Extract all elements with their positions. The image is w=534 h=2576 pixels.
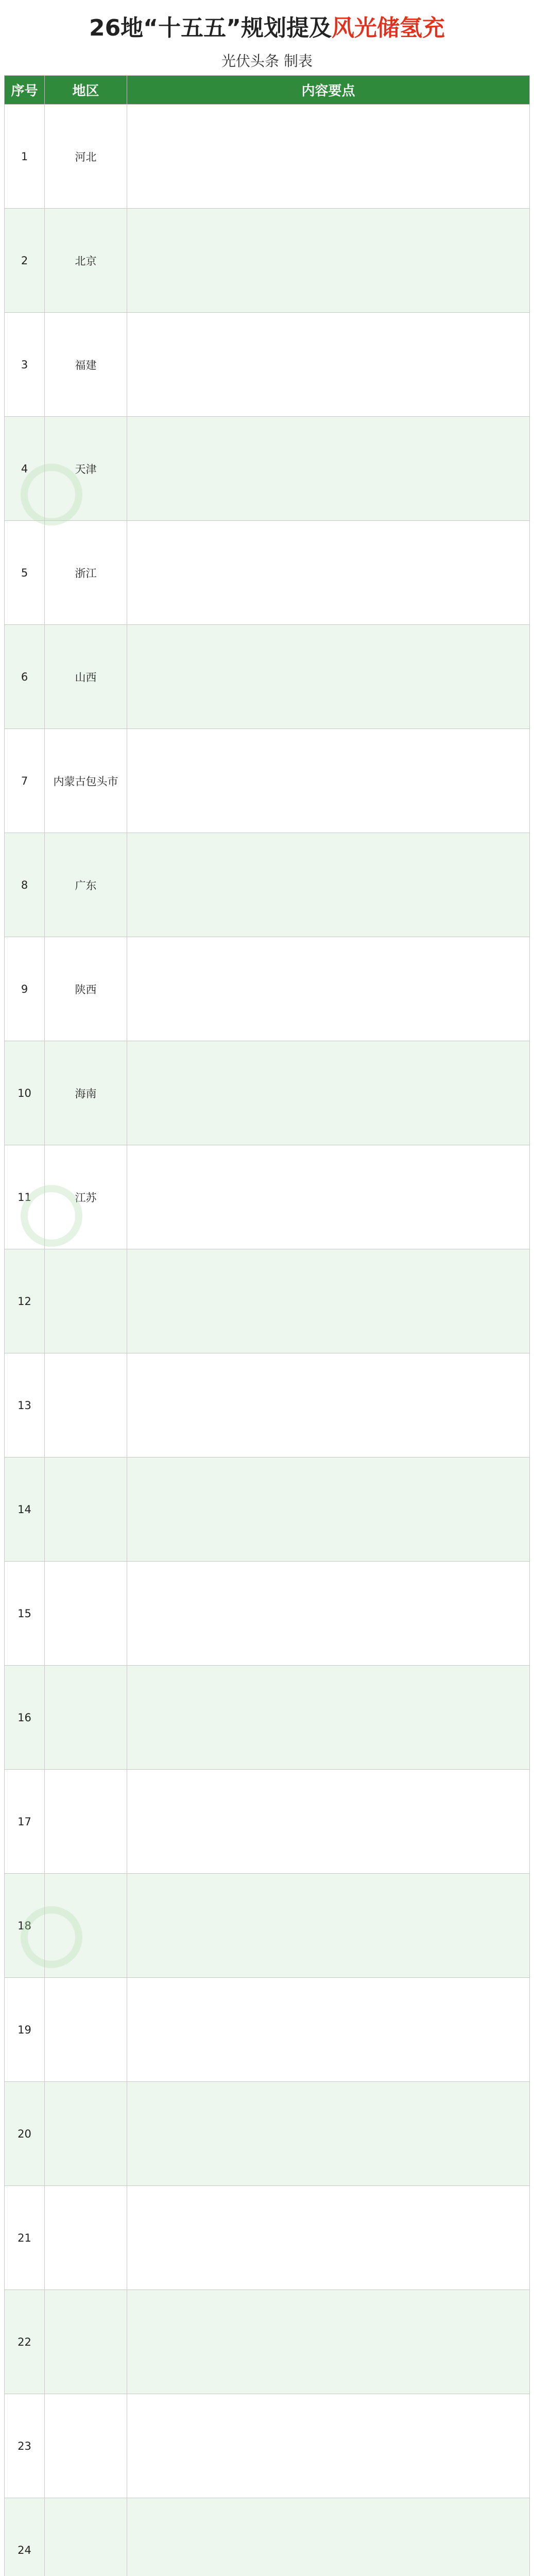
row-content <box>127 1145 530 1249</box>
table-row <box>5 2290 530 2394</box>
row-content <box>127 1666 530 1770</box>
row-region: 山西 <box>45 625 127 729</box>
row-number: 8 <box>5 833 45 937</box>
row-region: 广东 <box>45 833 127 937</box>
row-region <box>45 2290 127 2394</box>
table-row <box>5 209 530 313</box>
row-region <box>45 2082 127 2186</box>
table-row <box>5 1249 530 1353</box>
table-row <box>5 2394 530 2498</box>
table-row <box>5 625 530 729</box>
row-region <box>45 1874 127 1978</box>
row-number: 24 <box>5 2498 45 2576</box>
table-row <box>5 521 530 625</box>
table-row <box>5 1562 530 1666</box>
row-region: 天津 <box>45 417 127 521</box>
table-row <box>5 417 530 521</box>
row-content <box>127 521 530 625</box>
table-header-row <box>5 76 530 105</box>
table-row <box>5 1041 530 1145</box>
row-region: 内蒙古包头市 <box>45 729 127 833</box>
row-region <box>45 2498 127 2576</box>
row-number: 22 <box>5 2290 45 2394</box>
row-number: 11 <box>5 1145 45 1249</box>
row-content <box>127 209 530 313</box>
row-content <box>127 2394 530 2498</box>
row-content <box>127 1770 530 1874</box>
row-number: 16 <box>5 1666 45 1770</box>
row-content <box>127 2290 530 2394</box>
row-number: 15 <box>5 1562 45 1666</box>
row-region <box>45 1353 127 1458</box>
row-content <box>127 1353 530 1458</box>
row-region: 江苏 <box>45 1145 127 1249</box>
row-region <box>45 2186 127 2290</box>
row-number: 14 <box>5 1458 45 1562</box>
row-region <box>45 1458 127 1562</box>
row-number: 21 <box>5 2186 45 2290</box>
row-content <box>127 2082 530 2186</box>
row-region: 浙江 <box>45 521 127 625</box>
title-prefix: 26地“十五五”规划提及 <box>89 15 332 41</box>
row-number: 17 <box>5 1770 45 1874</box>
row-content <box>127 1041 530 1145</box>
table-row <box>5 105 530 209</box>
row-content <box>127 417 530 521</box>
table-row <box>5 1770 530 1874</box>
table-row <box>5 1458 530 1562</box>
table-row <box>5 313 530 417</box>
row-content <box>127 1562 530 1666</box>
title-highlight: 风光储氢充 <box>332 15 445 41</box>
row-number: 2 <box>5 209 45 313</box>
row-number: 3 <box>5 313 45 417</box>
table-row <box>5 2082 530 2186</box>
row-content <box>127 1874 530 1978</box>
table-row <box>5 1666 530 1770</box>
row-region <box>45 1666 127 1770</box>
row-region: 北京 <box>45 209 127 313</box>
table-row <box>5 1978 530 2082</box>
row-region <box>45 1770 127 1874</box>
row-content <box>127 313 530 417</box>
row-number: 9 <box>5 937 45 1041</box>
document-title <box>4 0 530 47</box>
row-content <box>127 937 530 1041</box>
row-content <box>127 625 530 729</box>
table-row <box>5 2498 530 2576</box>
row-region <box>45 1249 127 1353</box>
table-body <box>5 105 530 2576</box>
row-number: 23 <box>5 2394 45 2498</box>
row-content <box>127 1978 530 2082</box>
row-region: 福建 <box>45 313 127 417</box>
row-number: 7 <box>5 729 45 833</box>
row-content <box>127 2186 530 2290</box>
row-region: 陕西 <box>45 937 127 1041</box>
row-content <box>127 833 530 937</box>
row-region <box>45 2394 127 2498</box>
row-content <box>127 729 530 833</box>
row-content <box>127 105 530 209</box>
row-region <box>45 1562 127 1666</box>
header-content: 内容要点 <box>127 76 530 105</box>
table-row <box>5 937 530 1041</box>
table-row <box>5 729 530 833</box>
row-number: 6 <box>5 625 45 729</box>
planning-table <box>4 75 530 2576</box>
row-number: 10 <box>5 1041 45 1145</box>
row-number: 18 <box>5 1874 45 1978</box>
header-number: 序号 <box>5 76 45 105</box>
row-number: 1 <box>5 105 45 209</box>
row-region: 海南 <box>45 1041 127 1145</box>
row-number: 19 <box>5 1978 45 2082</box>
table-row <box>5 1874 530 1978</box>
row-number: 4 <box>5 417 45 521</box>
header-region: 地区 <box>45 76 127 105</box>
table-row <box>5 2186 530 2290</box>
row-region <box>45 1978 127 2082</box>
row-number: 20 <box>5 2082 45 2186</box>
document-subtitle: 光伏头条 制表 <box>221 53 313 70</box>
row-content <box>127 1249 530 1353</box>
table-row <box>5 1145 530 1249</box>
row-content <box>127 2498 530 2576</box>
row-number: 5 <box>5 521 45 625</box>
row-content <box>127 1458 530 1562</box>
table-row <box>5 1353 530 1458</box>
row-region: 河北 <box>45 105 127 209</box>
row-number: 12 <box>5 1249 45 1353</box>
table-row <box>5 833 530 937</box>
row-number: 13 <box>5 1353 45 1458</box>
